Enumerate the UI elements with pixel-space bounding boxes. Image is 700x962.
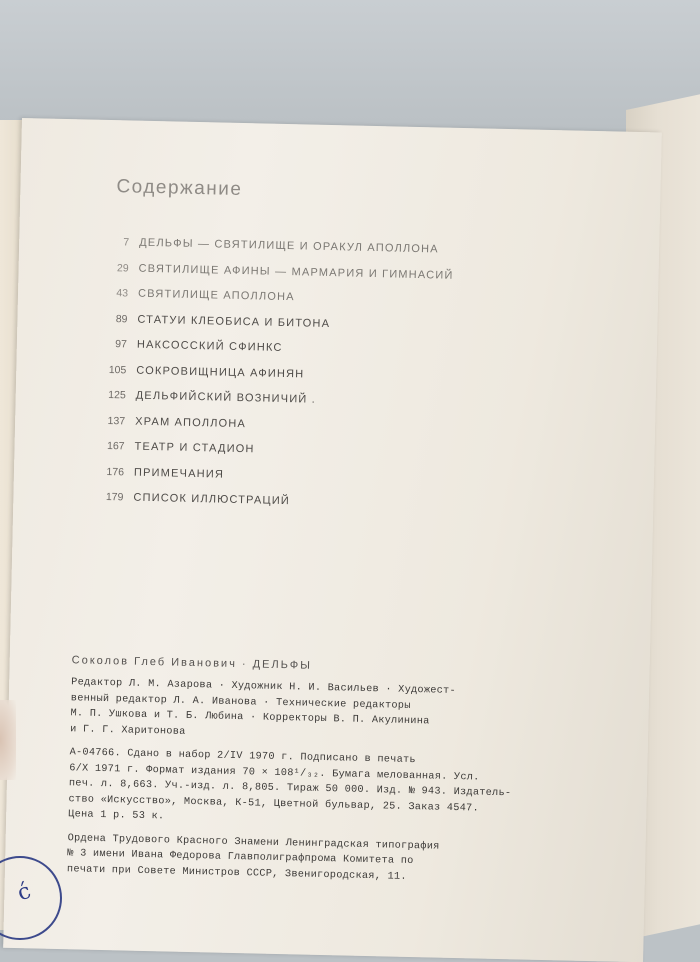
toc-entry-label: СОКРОВИЩНИЦА АФИНЯН — [136, 364, 305, 380]
toc-title: Содержание — [116, 176, 243, 201]
toc-page-number: 179 — [105, 491, 124, 504]
credits-text: Редактор Л. М. Азарова · Художник Н. И. Васильев · Художест- венный редактор Л. А. Иванова · Технические редакторы М. П. Ушкова и Т. Б. Любина · Корректоры В. П. Акулинина и Г. Г. Харитонова — [70, 677, 457, 738]
toc-page-number: 105 — [108, 363, 127, 376]
toc-page-number: 137 — [107, 414, 126, 427]
toc-page-number: 125 — [108, 389, 126, 402]
toc-entry-label: ПРИМЕЧАНИЯ — [133, 466, 225, 481]
toc-entry-label: НАКСОССКИЙ СФИНКС — [136, 338, 283, 354]
toc-entry-label: СВЯТИЛИЩЕ АФИНЫ — МАРМАРИЯ И ГИМНАСИЙ — [138, 262, 454, 282]
toc-entry-label: ДЕЛЬФЫ — СВЯТИЛИЩЕ И ОРАКУЛ АПОЛЛОНА — [139, 236, 439, 256]
toc-page-number: 43 — [116, 287, 129, 300]
toc-page-number: 89 — [115, 312, 128, 325]
toc-page-number: 176 — [106, 465, 125, 478]
toc-entry-label: СВЯТИЛИЩЕ АПОЛЛОНА — [137, 287, 295, 304]
toc-entry-label: ХРАМ АПОЛЛОНА — [135, 415, 247, 430]
toc-page-number: 167 — [106, 440, 125, 453]
toc-entry-label: ДЕЛЬФИЙСКИЙ ВОЗНИЧИЙ . — [135, 389, 317, 406]
toc-entry-label: СПИСОК ИЛЛЮСТРАЦИЙ — [133, 491, 291, 508]
toc-entry-label: СТАТУИ КЛЕОБИСА И БИТОНА — [137, 313, 331, 330]
toc-entry-label: ТЕАТР И СТАДИОН — [134, 440, 255, 456]
printer-text: Ордена Трудового Красного Знамени Ленинградская типография № 3 имени Ивана Федорова Главполиграфпрома Комитета по печати при Совете Министров СССР, Звенигородская, 11. — [66, 832, 440, 883]
publishing-details-text: А-04766. Сдано в набор 2/IV 1970 г. Подписано в печать 6/X 1971 г. Формат издания 70 × 108¹/₃₂. Бумага мелованная. Усл. печ. л. 8,663. Уч.-изд. л. 8,805. Тираж 50 000. Изд. № 943. Издатель- ство «Искусство», Москва, К-51, Цветной бульвар, 25. Заказ 4547. Цена 1 р. 53 к. — [68, 747, 512, 823]
author-title-line: Соколов Глеб Иванович · ДЕЛЬФЫ — [71, 654, 313, 672]
toc-page-number: 97 — [115, 338, 128, 351]
thumb-shadow — [0, 700, 16, 780]
table-of-contents — [53, 235, 559, 527]
book-page — [3, 118, 662, 962]
stamp-mark-icon: ć — [14, 878, 35, 907]
colophon — [67, 654, 552, 896]
toc-page-number: 29 — [116, 261, 129, 274]
toc-page-number: 7 — [123, 236, 130, 249]
